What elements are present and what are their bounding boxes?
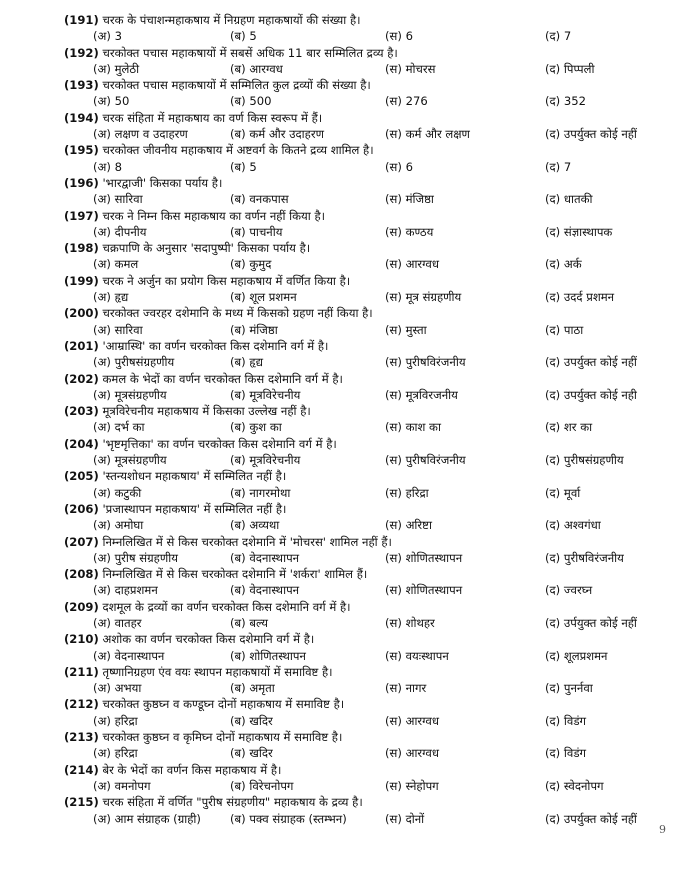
question-number: (213) <box>64 730 99 745</box>
option-a: (अ) 50 <box>93 94 130 109</box>
option-c: (स) आरग्वध <box>385 746 439 761</box>
question-text: निम्नलिखित में से किस चरकोक्त दशेमानि में 'शर्करा' शामिल हैं। <box>102 567 368 582</box>
option-c: (स) अरिष्टा <box>385 518 432 533</box>
question-block <box>0 175 680 208</box>
option-b: (ब) विरेचनोपग <box>230 778 294 793</box>
question-text: तृष्णानिग्रहण एंव वयः स्थापन महाकषायों में समाविष्ट है। <box>102 664 333 679</box>
option-b: (ब) वनकपास <box>230 192 289 207</box>
option-a: (अ) अमोघा <box>93 518 144 533</box>
question-text: 'स्तन्यशोधन महाकषाय' में सम्मिलित नहीं है। <box>102 469 287 484</box>
question-number: (194) <box>64 110 99 125</box>
question-block <box>0 208 680 241</box>
option-b: (ब) शोणितस्थापन <box>230 648 306 663</box>
option-a: (अ) कमल <box>93 257 139 272</box>
question-line <box>0 403 680 419</box>
option-a: (अ) सारिवा <box>93 192 143 207</box>
option-a: (अ) लक्षण व उदाहरण <box>93 127 188 142</box>
question-line <box>0 371 680 387</box>
question-line <box>0 599 680 615</box>
question-number: (203) <box>64 404 99 419</box>
question-text: चरक के पंचाशन्महाकषाय में निग्रहण महाकषायों की संख्या है। <box>102 13 361 27</box>
option-b: (ब) मंजिष्ठा <box>230 322 278 337</box>
question-line <box>0 794 680 810</box>
question-block <box>0 240 680 273</box>
question-line <box>0 762 680 778</box>
question-number: (198) <box>64 241 99 256</box>
option-b: (ब) नागरमोथा <box>230 485 291 500</box>
option-d: (द) ज्वरघ्न <box>545 583 593 598</box>
option-d: (द) उपर्युक्त कोई नही <box>545 387 637 402</box>
question-text: बेर के भेदों का वर्णन किस महाकषाय में है। <box>102 762 282 777</box>
options-row <box>0 419 680 435</box>
option-b: (ब) वेदनास्थापन <box>230 550 300 565</box>
option-d: (द) पुरीषविरंजनीय <box>545 550 624 565</box>
option-d: (द) पुनर्नवा <box>545 681 593 696</box>
question-block <box>0 631 680 664</box>
question-text: चरकोक्त कुष्ठघ्न व कण्डूघ्न दोनों महाकषाय में समाविष्ट है। <box>102 697 345 712</box>
option-b: (ब) अमृता <box>230 681 275 696</box>
question-block <box>0 77 680 110</box>
question-line <box>0 175 680 191</box>
option-c: (स) काश का <box>385 420 441 435</box>
option-b: (ब) पाचनीय <box>230 224 283 239</box>
question-block <box>0 338 680 371</box>
option-a: (अ) मूत्रसंग्रहणीय <box>93 453 167 468</box>
question-text: 'आम्रास्थि' का वर्णन चरकोक्त किस दशेमानि वर्ग में है। <box>102 338 329 353</box>
question-block <box>0 45 680 78</box>
option-d: (द) उदर्द प्रशमन <box>545 290 615 305</box>
option-a: (अ) हरिद्रा <box>93 746 138 761</box>
option-b: (ब) अव्यथा <box>230 518 280 533</box>
option-a: (अ) पुरीषसंग्रहणीय <box>93 355 175 370</box>
question-block <box>0 696 680 729</box>
question-text: 'भृष्टमृत्तिका' का वर्णन चरकोक्त किस दशेमानि वर्ग में है। <box>102 436 337 451</box>
option-c: (स) 6 <box>385 159 413 174</box>
question-line <box>0 110 680 126</box>
option-d: (द) पुरीषसंग्रहणीय <box>545 453 624 468</box>
options-row <box>0 778 680 794</box>
option-b: (ब) मूत्रविरेचनीय <box>230 387 301 402</box>
question-line <box>0 534 680 550</box>
question-text: चरक ने निम्न किस महाकषाय का वर्णन नहीं किया है। <box>102 208 326 223</box>
option-a: (अ) सारिवा <box>93 322 143 337</box>
question-block <box>0 305 680 338</box>
question-line <box>0 664 680 680</box>
question-number: (192) <box>64 45 99 60</box>
question-block <box>0 110 680 143</box>
option-d: (द) पिप्पली <box>545 61 595 76</box>
question-line <box>0 566 680 582</box>
option-b: (ब) पक्व संग्राहक (स्तम्भन) <box>230 811 347 826</box>
question-text: चरकोक्त पचास महाकषायों में सम्मिलित कुल द्रव्यों की संख्या है। <box>102 78 371 93</box>
option-c: (स) मूत्र संग्रहणीय <box>385 290 462 305</box>
option-d: (द) विडंग <box>545 746 587 761</box>
question-block <box>0 273 680 306</box>
options-row <box>0 256 680 272</box>
question-number: (196) <box>64 175 99 190</box>
options-row <box>0 387 680 403</box>
question-list <box>0 12 680 827</box>
option-c: (स) मोचरस <box>385 61 436 76</box>
question-line <box>0 273 680 289</box>
option-a: (अ) अभया <box>93 681 142 696</box>
option-c: (स) मंजिष्ठा <box>385 192 434 207</box>
question-block <box>0 403 680 436</box>
question-block <box>0 762 680 795</box>
question-text: 'भारद्वाजी' किसका पर्याय है। <box>102 175 223 190</box>
question-text: चरक संहिता में वर्णित "पुरीष संग्रहणीय" महाकषाय के द्रव्य है। <box>102 795 363 810</box>
options-row <box>0 354 680 370</box>
question-block <box>0 566 680 599</box>
option-c: (स) नागर <box>385 681 427 696</box>
option-c: (स) शोणितस्थापन <box>385 550 463 565</box>
option-b: (ब) 5 <box>230 159 257 174</box>
options-row <box>0 517 680 533</box>
option-a: (अ) वातहर <box>93 615 142 630</box>
option-b: (ब) वेदनास्थापन <box>230 583 300 598</box>
question-text: चरकोक्त पचास महाकषायों में सबसें अधिक 11 बार सम्मिलित द्रव्य है। <box>102 45 398 60</box>
option-d: (द) उपर्युक्त कोई नहीं <box>545 811 637 826</box>
option-a: (अ) कटुकी <box>93 485 142 500</box>
question-number: (199) <box>64 273 99 288</box>
question-block <box>0 794 680 827</box>
question-line <box>0 501 680 517</box>
option-a: (अ) हरिद्रा <box>93 713 138 728</box>
question-number: (201) <box>64 338 99 353</box>
question-block <box>0 468 680 501</box>
option-d: (द) 7 <box>545 29 572 44</box>
options-row <box>0 713 680 729</box>
question-text: दशमूल के द्रव्यों का वर्णन चरकोक्त किस दशेमानि वर्ग में है। <box>102 599 351 614</box>
question-line <box>0 305 680 321</box>
question-text: चरक संहिता में महाकषाय का वर्ण किस स्वरूप में हैं। <box>102 110 323 125</box>
question-line <box>0 45 680 61</box>
option-a: (अ) 3 <box>93 29 122 44</box>
question-text: चरक ने अर्जुन का प्रयोग किस महाकषाय में वर्णित किया है। <box>102 273 351 288</box>
option-a: (अ) वेदनास्थापन <box>93 648 165 663</box>
options-row <box>0 550 680 566</box>
option-d: (द) शर का <box>545 420 593 435</box>
option-c: (स) शोथहर <box>385 615 435 630</box>
option-d: (द) 7 <box>545 159 572 174</box>
option-d: (द) उर्पयुक्त कोई नहीं <box>545 615 637 630</box>
option-b: (ब) कुमुद <box>230 257 272 272</box>
option-c: (स) 6 <box>385 29 413 44</box>
question-number: (202) <box>64 371 99 386</box>
question-number: (214) <box>64 762 99 777</box>
option-b: (ब) आरग्वध <box>230 61 283 76</box>
option-c: (स) स्नेहोपग <box>385 778 439 793</box>
question-number: (207) <box>64 534 99 549</box>
option-d: (द) स्वेदनोपग <box>545 778 604 793</box>
options-row <box>0 28 680 44</box>
option-a: (अ) आम संग्राहक (ग्राही) <box>93 811 201 826</box>
options-row <box>0 615 680 631</box>
option-d: (द) अर्क <box>545 257 582 272</box>
option-b: (ब) शूल प्रशमन <box>230 290 297 305</box>
option-c: (स) हरिद्रा <box>385 485 429 500</box>
options-row <box>0 93 680 109</box>
question-number: (211) <box>64 664 99 679</box>
question-line <box>0 696 680 712</box>
question-block <box>0 599 680 632</box>
options-row <box>0 191 680 207</box>
option-a: (अ) दाहप्रशमन <box>93 583 158 598</box>
options-row <box>0 485 680 501</box>
option-d: (द) धातकी <box>545 192 593 207</box>
option-c: (स) आरग्वध <box>385 713 439 728</box>
question-text: मूत्रविरेचनीय महाकषाय में किसका उल्लेख नहीं है। <box>102 404 311 419</box>
options-row <box>0 811 680 827</box>
question-text: 'प्रजास्थापन महाकषाय' में सम्मिलित नहीं है। <box>102 501 287 516</box>
option-c: (स) कण्ठय <box>385 224 434 239</box>
option-a: (अ) मुलेठी <box>93 61 140 76</box>
option-d: (द) शूलप्रशमन <box>545 648 608 663</box>
option-b: (ब) खदिर <box>230 713 273 728</box>
question-number: (204) <box>64 436 99 451</box>
page-number: 9 <box>659 823 666 836</box>
option-a: (अ) 8 <box>93 159 122 174</box>
question-number: (205) <box>64 469 99 484</box>
question-block <box>0 729 680 762</box>
options-row <box>0 582 680 598</box>
question-line <box>0 631 680 647</box>
option-d: (द) 352 <box>545 94 587 109</box>
options-row <box>0 126 680 142</box>
question-line <box>0 12 680 28</box>
question-number: (210) <box>64 632 99 647</box>
option-d: (द) संज्ञास्थापक <box>545 224 613 239</box>
question-block <box>0 501 680 534</box>
question-block <box>0 12 680 45</box>
option-a: (अ) दर्भ का <box>93 420 145 435</box>
options-row <box>0 680 680 696</box>
option-b: (ब) कर्म और उदाहरण <box>230 127 324 142</box>
option-d: (द) अश्वगंधा <box>545 518 601 533</box>
option-c: (स) आरग्वध <box>385 257 439 272</box>
option-d: (द) पाठा <box>545 322 584 337</box>
question-line <box>0 208 680 224</box>
question-block <box>0 534 680 567</box>
option-c: (स) वयःस्थापन <box>385 648 449 663</box>
question-number: (195) <box>64 143 99 158</box>
question-line <box>0 468 680 484</box>
question-line <box>0 436 680 452</box>
option-a: (अ) पुरीष संग्रहणीय <box>93 550 178 565</box>
option-c: (स) 276 <box>385 94 428 109</box>
question-text: चरकोक्त जीवनीय महाकषाय में अष्टवर्ग के कितने द्रव्य शामिल है। <box>102 143 374 158</box>
question-number: (215) <box>64 795 99 810</box>
option-b: (ब) हृद्य <box>230 355 264 370</box>
option-c: (स) शोणितस्थापन <box>385 583 463 598</box>
option-a: (अ) दीपनीय <box>93 224 147 239</box>
question-text: कमल के भेदों का वर्णन चरकोक्त किस दशेमानि वर्ग में है। <box>102 371 343 386</box>
question-text: चरकोक्त ज्वरहर दशेमानि के मध्य में किसको ग्रहण नहीं किया है। <box>102 306 373 321</box>
question-number: (197) <box>64 208 99 223</box>
option-b: (ब) 5 <box>230 29 257 44</box>
question-block <box>0 664 680 697</box>
option-c: (स) मुस्ता <box>385 322 427 337</box>
options-row <box>0 452 680 468</box>
option-c: (स) पुरीषविरंजनीय <box>385 453 466 468</box>
question-line <box>0 142 680 158</box>
options-row <box>0 61 680 77</box>
question-line <box>0 77 680 93</box>
question-number: (193) <box>64 78 99 93</box>
option-b: (ब) बल्य <box>230 615 268 630</box>
question-number: (191) <box>64 13 99 27</box>
options-row <box>0 648 680 664</box>
option-a: (अ) मूत्रसंग्रहणीय <box>93 387 167 402</box>
options-row <box>0 159 680 175</box>
option-d: (द) उपर्युक्त कोई नहीं <box>545 355 637 370</box>
option-b: (ब) खदिर <box>230 746 273 761</box>
question-block <box>0 371 680 404</box>
option-b: (ब) कुश का <box>230 420 282 435</box>
option-c: (स) दोनों <box>385 811 425 826</box>
question-block <box>0 142 680 175</box>
question-text: चक्रपाणि के अनुसार 'सदापुष्पी' किसका पर्याय है। <box>102 241 311 256</box>
question-number: (200) <box>64 306 99 321</box>
option-b: (ब) 500 <box>230 94 272 109</box>
option-a: (अ) हृद्य <box>93 290 129 305</box>
question-text: अशोक का वर्णन चरकोक्त किस दशेमानि वर्ग में है। <box>102 632 315 647</box>
option-d: (द) मूर्वा <box>545 485 581 500</box>
options-row <box>0 289 680 305</box>
option-d: (द) उपर्युक्त कोई नहीं <box>545 127 637 142</box>
options-row <box>0 322 680 338</box>
question-text: चरकोक्त कुष्ठघ्न व कृमिघ्न दोनों महाकषाय में समाविष्ट है। <box>102 730 343 745</box>
option-a: (अ) वमनोपग <box>93 778 151 793</box>
question-line <box>0 240 680 256</box>
option-c: (स) कर्म और लक्षण <box>385 127 470 142</box>
question-number: (208) <box>64 567 99 582</box>
question-number: (209) <box>64 599 99 614</box>
question-text: निम्नलिखित में से किस चरकोक्त दशेमानि में 'मोचरस' शामिल नहीं हैं। <box>102 534 392 549</box>
options-row <box>0 745 680 761</box>
question-line <box>0 338 680 354</box>
question-number: (212) <box>64 697 99 712</box>
option-b: (ब) मूत्रविरेचनीय <box>230 453 301 468</box>
option-c: (स) मूत्रविरजनीय <box>385 387 458 402</box>
options-row <box>0 224 680 240</box>
option-c: (स) पुरीषविरंजनीय <box>385 355 466 370</box>
option-d: (द) विडंग <box>545 713 587 728</box>
question-block <box>0 436 680 469</box>
question-line <box>0 729 680 745</box>
question-number: (206) <box>64 501 99 516</box>
